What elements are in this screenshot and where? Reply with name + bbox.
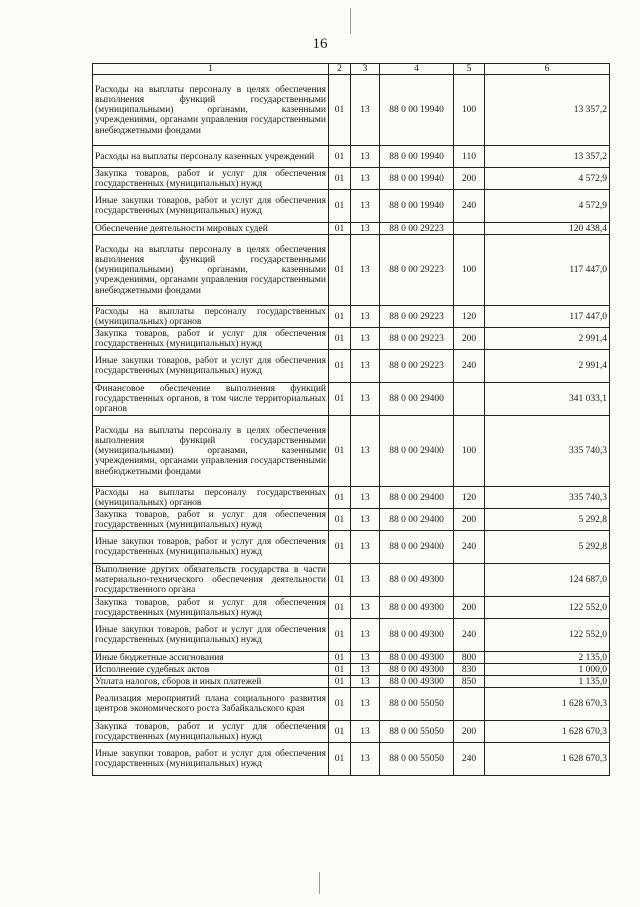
row-subsection: 13	[351, 664, 380, 676]
row-amount: 117 447,0	[485, 235, 610, 306]
table-row	[93, 531, 610, 564]
row-section: 01	[329, 743, 351, 776]
row-section: 01	[329, 688, 351, 721]
row-subsection: 13	[351, 350, 380, 383]
row-description: Иные бюджетные ассигнования	[93, 652, 329, 664]
row-subsection: 13	[351, 223, 380, 235]
row-description: Иные закупки товаров, работ и услуг для обеспечения государственных (муниципальных) нужд	[93, 190, 329, 223]
row-description: Расходы на выплаты персоналу государственных (муниципальных) органов	[93, 487, 329, 509]
row-expense-type	[454, 564, 485, 597]
row-target-code: 88 0 00 29223	[380, 235, 454, 306]
row-amount: 5 292,8	[485, 531, 610, 564]
column-header: 4	[380, 64, 454, 75]
row-amount: 1 628 670,3	[485, 743, 610, 776]
table-row	[93, 383, 610, 416]
row-expense-type: 120	[454, 487, 485, 509]
row-expense-type: 200	[454, 168, 485, 190]
row-expense-type: 120	[454, 306, 485, 328]
row-subsection: 13	[351, 146, 380, 168]
row-description: Расходы на выплаты персоналу в целях обеспечения выполнения функций государственными (муниципальными) органами, казенными учреждениями, органами управления государственными внебюджетными фондами	[93, 75, 329, 146]
table-row	[93, 190, 610, 223]
table-row	[93, 416, 610, 487]
row-subsection: 13	[351, 328, 380, 350]
row-target-code: 88 0 00 55050	[380, 721, 454, 743]
row-section: 01	[329, 328, 351, 350]
row-target-code: 88 0 00 29400	[380, 416, 454, 487]
row-subsection: 13	[351, 487, 380, 509]
row-section: 01	[329, 597, 351, 619]
row-amount: 341 033,1	[485, 383, 610, 416]
row-expense-type: 830	[454, 664, 485, 676]
row-target-code: 88 0 00 29400	[380, 509, 454, 531]
column-header: 3	[351, 64, 380, 75]
row-section: 01	[329, 190, 351, 223]
row-description: Закупка товаров, работ и услуг для обеспечения государственных (муниципальных) нужд	[93, 721, 329, 743]
row-target-code: 88 0 00 29223	[380, 306, 454, 328]
row-expense-type: 100	[454, 235, 485, 306]
row-description: Иные закупки товаров, работ и услуг для обеспечения государственных (муниципальных) нужд	[93, 350, 329, 383]
row-subsection: 13	[351, 688, 380, 721]
row-subsection: 13	[351, 235, 380, 306]
row-expense-type: 240	[454, 619, 485, 652]
row-target-code: 88 0 00 49300	[380, 619, 454, 652]
row-section: 01	[329, 383, 351, 416]
row-subsection: 13	[351, 531, 380, 564]
row-amount: 2 991,4	[485, 328, 610, 350]
row-description: Закупка товаров, работ и услуг для обеспечения государственных (муниципальных) нужд	[93, 509, 329, 531]
row-expense-type: 100	[454, 416, 485, 487]
table-row	[93, 223, 610, 235]
row-target-code: 88 0 00 49300	[380, 597, 454, 619]
row-section: 01	[329, 676, 351, 688]
header-row	[93, 64, 610, 75]
row-amount: 124 687,0	[485, 564, 610, 597]
scan-mark	[350, 8, 351, 34]
column-header: 2	[329, 64, 351, 75]
row-subsection: 13	[351, 416, 380, 487]
page-number: 16	[312, 36, 328, 52]
row-amount: 117 447,0	[485, 306, 610, 328]
row-description: Финансовое обеспечение выполнения функций государственных органов, в том числе территориальных органов	[93, 383, 329, 416]
row-description: Реализация мероприятий плана социального развития центров экономического роста Забайкальского края	[93, 688, 329, 721]
row-expense-type: 200	[454, 328, 485, 350]
table-row	[93, 664, 610, 676]
row-target-code: 88 0 00 49300	[380, 564, 454, 597]
row-amount: 2 991,4	[485, 350, 610, 383]
row-description: Выполнение других обязательств государства в части материально-технического обеспечения деятельности государственного органа	[93, 564, 329, 597]
table-row	[93, 509, 610, 531]
row-subsection: 13	[351, 619, 380, 652]
row-target-code: 88 0 00 29400	[380, 531, 454, 564]
row-expense-type: 850	[454, 676, 485, 688]
row-subsection: 13	[351, 597, 380, 619]
row-section: 01	[329, 350, 351, 383]
row-amount: 5 292,8	[485, 509, 610, 531]
row-expense-type: 200	[454, 597, 485, 619]
row-section: 01	[329, 721, 351, 743]
column-header: 5	[454, 64, 485, 75]
row-expense-type: 200	[454, 509, 485, 531]
row-expense-type	[454, 223, 485, 235]
row-subsection: 13	[351, 652, 380, 664]
row-target-code: 88 0 00 55050	[380, 688, 454, 721]
row-target-code: 88 0 00 19940	[380, 75, 454, 146]
row-section: 01	[329, 306, 351, 328]
row-expense-type	[454, 383, 485, 416]
row-amount: 2 135,0	[485, 652, 610, 664]
row-section: 01	[329, 168, 351, 190]
row-amount: 4 572,9	[485, 190, 610, 223]
row-target-code: 88 0 00 49300	[380, 652, 454, 664]
row-expense-type: 100	[454, 75, 485, 146]
row-target-code: 88 0 00 19940	[380, 146, 454, 168]
row-description: Иные закупки товаров, работ и услуг для обеспечения государственных (муниципальных) нужд	[93, 531, 329, 564]
row-subsection: 13	[351, 190, 380, 223]
column-header: 6	[485, 64, 610, 75]
row-target-code: 88 0 00 49300	[380, 664, 454, 676]
row-target-code: 88 0 00 29223	[380, 223, 454, 235]
table-row	[93, 487, 610, 509]
table-row	[93, 146, 610, 168]
row-section: 01	[329, 235, 351, 306]
row-description: Иные закупки товаров, работ и услуг для обеспечения государственных (муниципальных) нужд	[93, 743, 329, 776]
row-description: Расходы на выплаты персоналу казенных учреждений	[93, 146, 329, 168]
row-section: 01	[329, 75, 351, 146]
budget-table	[92, 63, 610, 776]
row-target-code: 88 0 00 29223	[380, 328, 454, 350]
table-row	[93, 652, 610, 664]
table-row	[93, 75, 610, 146]
table-row	[93, 168, 610, 190]
row-subsection: 13	[351, 676, 380, 688]
row-target-code: 88 0 00 29400	[380, 383, 454, 416]
table-row	[93, 350, 610, 383]
row-amount: 13 357,2	[485, 146, 610, 168]
row-target-code: 88 0 00 49300	[380, 676, 454, 688]
table-row	[93, 235, 610, 306]
row-subsection: 13	[351, 383, 380, 416]
scan-mark	[319, 872, 320, 894]
row-amount: 1 000,0	[485, 664, 610, 676]
row-target-code: 88 0 00 55050	[380, 743, 454, 776]
row-amount: 335 740,3	[485, 416, 610, 487]
row-target-code: 88 0 00 19940	[380, 190, 454, 223]
row-description: Расходы на выплаты персоналу в целях обеспечения выполнения функций государственными (муниципальными) органами, казенными учреждениями, органами управления государственными внебюджетными фондами	[93, 416, 329, 487]
table-row	[93, 306, 610, 328]
row-subsection: 13	[351, 564, 380, 597]
row-subsection: 13	[351, 743, 380, 776]
column-header: 1	[93, 64, 329, 75]
row-expense-type: 200	[454, 721, 485, 743]
table-row	[93, 688, 610, 721]
row-section: 01	[329, 664, 351, 676]
row-subsection: 13	[351, 168, 380, 190]
row-amount: 120 438,4	[485, 223, 610, 235]
row-amount: 122 552,0	[485, 597, 610, 619]
row-description: Исполнение судебных актов	[93, 664, 329, 676]
row-expense-type: 240	[454, 350, 485, 383]
row-description: Закупка товаров, работ и услуг для обеспечения государственных (муниципальных) нужд	[93, 597, 329, 619]
row-amount: 122 552,0	[485, 619, 610, 652]
row-expense-type: 240	[454, 190, 485, 223]
row-subsection: 13	[351, 721, 380, 743]
table-row	[93, 564, 610, 597]
row-description: Расходы на выплаты персоналу в целях обеспечения выполнения функций государственными (муниципальными) органами, казенными учреждениями, органами управления государственными внебюджетными фондами	[93, 235, 329, 306]
row-section: 01	[329, 564, 351, 597]
row-expense-type: 110	[454, 146, 485, 168]
row-subsection: 13	[351, 306, 380, 328]
row-description: Обеспечение деятельности мировых судей	[93, 223, 329, 235]
row-section: 01	[329, 487, 351, 509]
row-description: Уплата налогов, сборов и иных платежей	[93, 676, 329, 688]
row-amount: 4 572,9	[485, 168, 610, 190]
row-amount: 335 740,3	[485, 487, 610, 509]
row-amount: 1 135,0	[485, 676, 610, 688]
row-section: 01	[329, 531, 351, 564]
table-row	[93, 619, 610, 652]
row-expense-type: 240	[454, 531, 485, 564]
row-section: 01	[329, 416, 351, 487]
row-description: Закупка товаров, работ и услуг для обеспечения государственных (муниципальных) нужд	[93, 168, 329, 190]
row-description: Иные закупки товаров, работ и услуг для обеспечения государственных (муниципальных) нужд	[93, 619, 329, 652]
row-subsection: 13	[351, 75, 380, 146]
row-section: 01	[329, 652, 351, 664]
row-target-code: 88 0 00 29400	[380, 487, 454, 509]
row-section: 01	[329, 619, 351, 652]
row-expense-type	[454, 688, 485, 721]
table-row	[93, 328, 610, 350]
row-description: Закупка товаров, работ и услуг для обеспечения государственных (муниципальных) нужд	[93, 328, 329, 350]
row-target-code: 88 0 00 29223	[380, 350, 454, 383]
row-amount: 1 628 670,3	[485, 688, 610, 721]
row-amount: 1 628 670,3	[485, 721, 610, 743]
row-section: 01	[329, 509, 351, 531]
row-amount: 13 357,2	[485, 75, 610, 146]
table-row	[93, 597, 610, 619]
row-subsection: 13	[351, 509, 380, 531]
table-row	[93, 743, 610, 776]
row-target-code: 88 0 00 19940	[380, 168, 454, 190]
table-row	[93, 676, 610, 688]
row-expense-type: 240	[454, 743, 485, 776]
row-description: Расходы на выплаты персоналу государственных (муниципальных) органов	[93, 306, 329, 328]
row-expense-type: 800	[454, 652, 485, 664]
table-row	[93, 721, 610, 743]
row-section: 01	[329, 223, 351, 235]
row-section: 01	[329, 146, 351, 168]
